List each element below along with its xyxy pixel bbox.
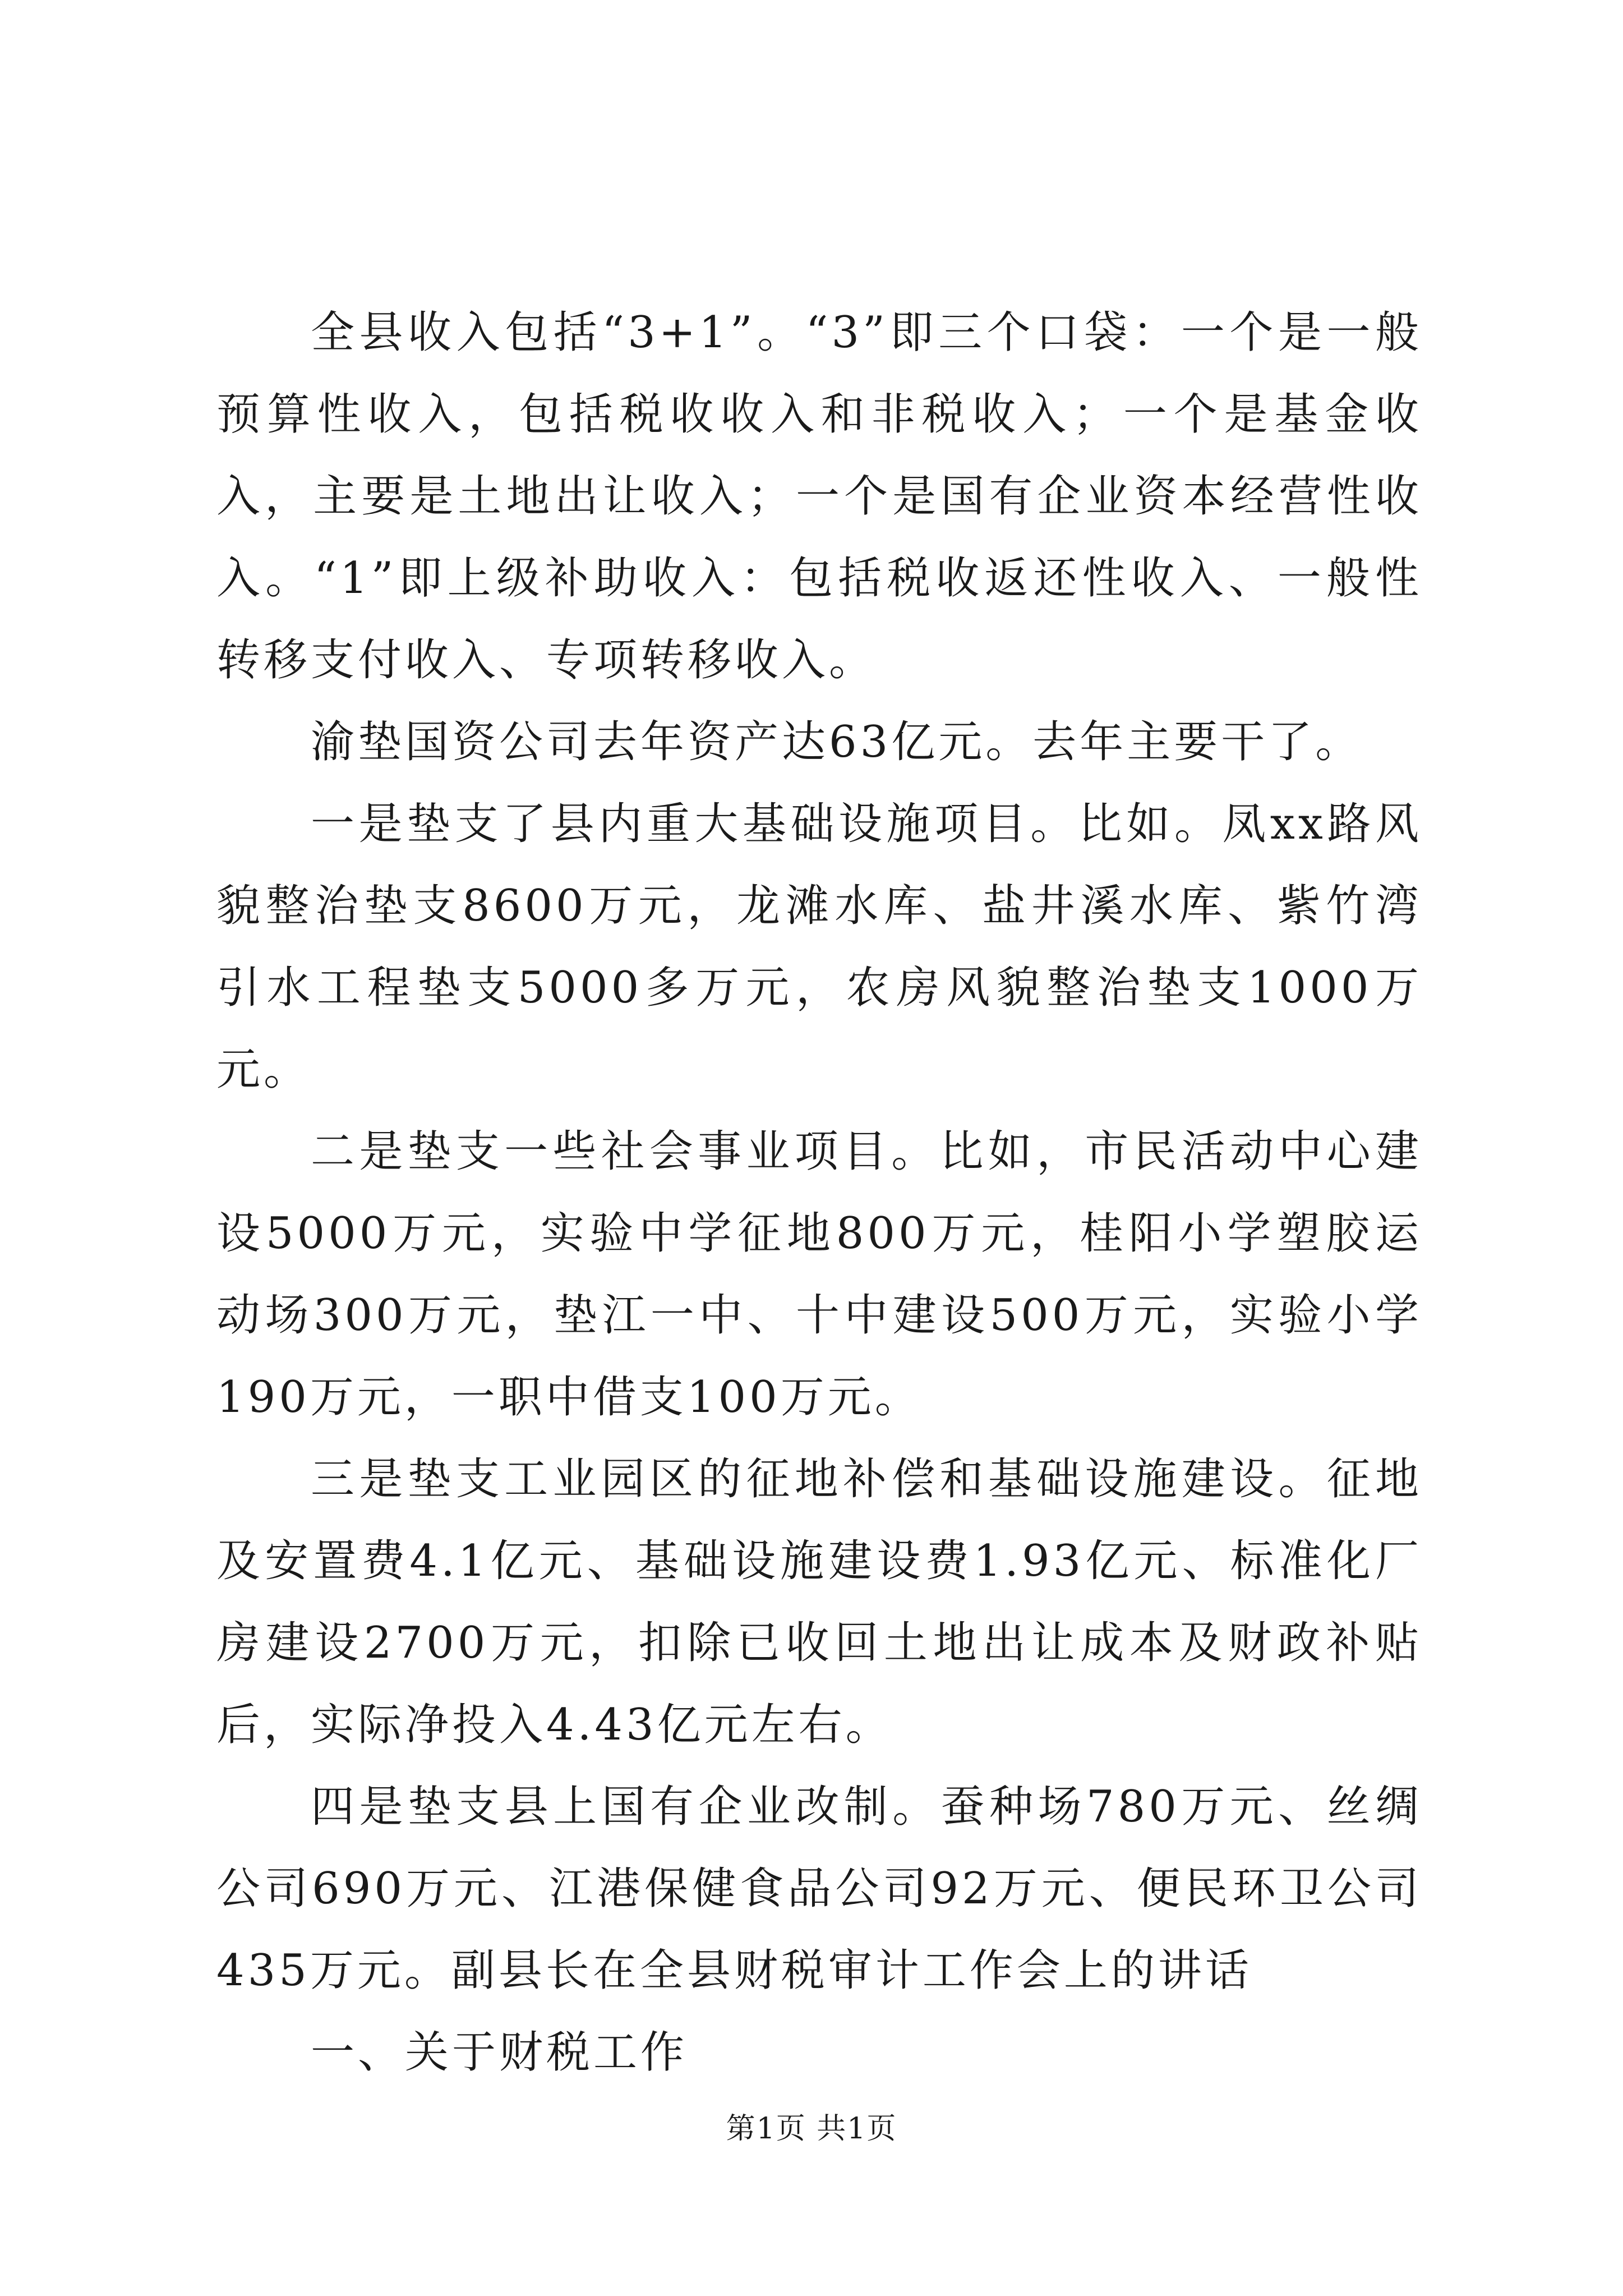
paragraph-state-asset-company: 渝垫国资公司去年资产达63亿元。去年主要干了。	[311, 717, 1363, 767]
document-body	[216, 292, 1422, 2093]
paragraph-revenue-structure: 全县收入包括“3+1”。“3”即三个口袋：一个是一般预算性收入，包括税收收入和非税收入；一个是基金收入，主要是土地出让收入；一个是国有企业资本经营性收入。“1”即上级补助收入：包括税收返还性收入、一般性转移支付收入、专项转移收入。	[216, 307, 1422, 685]
paragraph-infrastructure-advance: 一是垫支了县内重大基础设施项目。比如。凤xx路风貌整治垫支8600万元，龙滩水库、盐井溪水库、紫竹湾引水工程垫支5000多万元，农房风貌整治垫支1000万元。	[216, 799, 1422, 1095]
section-heading-fiscal-tax-work: 一、关于财税工作	[311, 2027, 688, 2078]
paragraph-enterprise-reform: 四是垫支县上国有企业改制。蚕种场780万元、丝绸公司690万元、江港保健食品公司92万元、便民环卫公司435万元。副县长在全县财税审计工作会上的讲话	[216, 1782, 1422, 1996]
paragraph-industrial-park: 三是垫支工业园区的征地补偿和基础设施建设。征地及安置费4.1亿元、基础设施建设费1.93亿元、标准化厂房建设2700万元，扣除已收回土地出让成本及财政补贴后，实际净投入4.43亿元左右。	[216, 1454, 1422, 1750]
paragraph-social-projects: 二是垫支一些社会事业项目。比如，市民活动中心建设5000万元，实验中学征地800万元，桂阳小学塑胶运动场300万元，垫江一中、十中建设500万元，实验小学190万元，一职中借支100万元。	[216, 1126, 1422, 1423]
page-footer: 第1页 共1页	[726, 2112, 897, 2146]
